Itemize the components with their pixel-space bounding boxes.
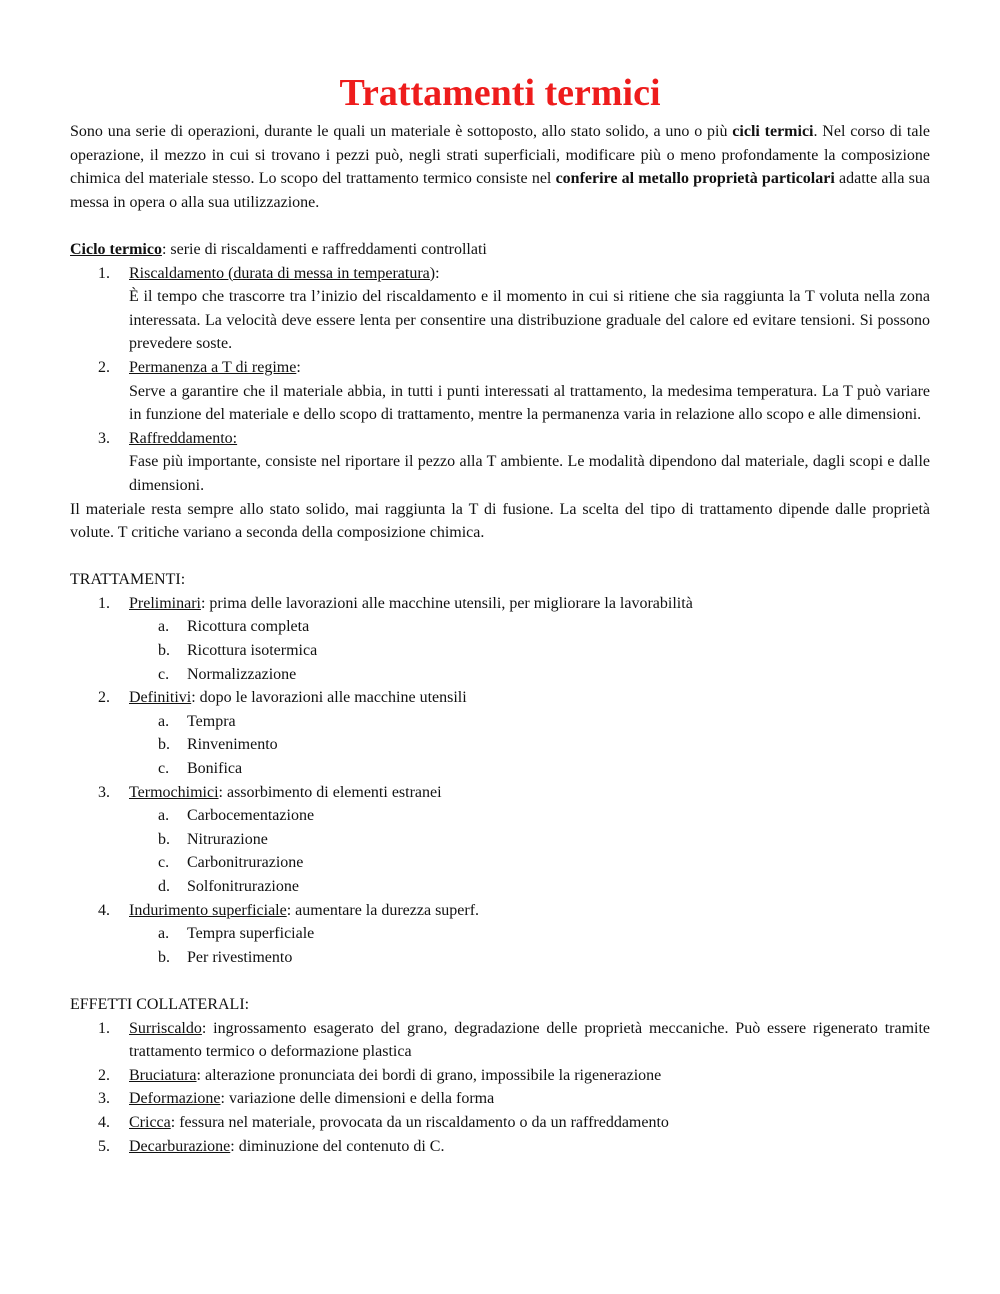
spacer	[70, 969, 930, 993]
ciclo-step	[70, 427, 930, 498]
trattamento-item	[70, 592, 930, 686]
sub-marker: a.	[158, 807, 170, 825]
list-number: 2.	[98, 1066, 110, 1084]
sub-text: Bonifica	[187, 760, 243, 778]
sub-list-item	[70, 946, 930, 970]
list-number: 3.	[98, 429, 110, 447]
step-suffix: :	[435, 264, 440, 282]
ciclo-heading-line	[70, 238, 930, 262]
ciclo-step	[70, 262, 930, 356]
sub-list-item	[70, 615, 930, 639]
sub-text: Ricottura isotermica	[187, 642, 318, 660]
step-description: È il tempo che trascorre tra l’inizio del riscaldamento e il momento in cui si ritiene che sia raggiunta la T voluta nella zona interessata. La velocità deve essere lenta per consentire una distribuzione graduale del calore ed evitare tensioni. Si possono prevedere soste.	[129, 288, 930, 353]
sub-list-item	[70, 922, 930, 946]
sub-text: Carbonitrurazione	[187, 854, 304, 872]
intro-text-3: adatte alla sua messa in opera o alla sua utilizzazione.	[70, 170, 931, 211]
step-title: Riscaldamento (durata di messa in temperatura)	[129, 264, 436, 282]
sub-marker: c.	[158, 854, 170, 872]
intro-text-1: Sono una serie di operazioni, durante le quali un materiale è sottoposto, allo stato solido, a uno o più	[70, 123, 733, 140]
sub-text: Tempra superficiale	[187, 925, 315, 943]
effetto-item	[70, 1135, 930, 1159]
intro-bold-2: conferire al metallo proprietà particolari	[555, 170, 835, 188]
list-number: 1.	[98, 1019, 110, 1037]
effetto-description: : ingrossamento esagerato del grano, degradazione delle proprietà meccaniche. Può essere rigenerato tramite trattamento termico o deformazione plastica	[129, 1019, 930, 1061]
list-number: 3.	[98, 783, 110, 801]
sub-marker: a.	[158, 618, 170, 636]
effetti-list	[70, 1017, 930, 1159]
sub-text: Ricottura completa	[187, 618, 310, 636]
trattamento-item	[70, 686, 930, 780]
ciclo-steps-list	[70, 262, 930, 498]
sub-marker: b.	[158, 642, 170, 660]
effetto-title: Decarburazione	[129, 1137, 231, 1155]
trattamenti-list	[70, 592, 930, 970]
sub-text: Per rivestimento	[187, 948, 293, 966]
ciclo-heading: Ciclo termico	[70, 240, 162, 258]
list-number: 2.	[98, 358, 110, 376]
trattamento-description: : prima delle lavorazioni alle macchine utensili, per migliorare la lavorabilità	[200, 594, 693, 612]
trattamento-item	[70, 781, 930, 899]
ciclo-heading-rest: : serie di riscaldamenti e raffreddamenti controllati	[161, 240, 487, 258]
effetto-item	[70, 1111, 930, 1135]
effetto-title: Deformazione	[129, 1090, 221, 1108]
spacer	[70, 214, 930, 238]
intro-paragraph	[70, 120, 930, 214]
effetto-description: : alterazione pronunciata dei bordi di grano, impossibile la rigenerazione	[196, 1066, 662, 1084]
list-number: 4.	[98, 901, 110, 919]
document-body	[70, 66, 930, 1158]
effetti-heading: EFFETTI COLLATERALI:	[70, 995, 250, 1013]
sub-list-item	[70, 828, 930, 852]
step-description: Serve a garantire che il materiale abbia, in tutti i punti interessati al trattamento, la medesima temperatura. La T può variare in funzione del materiale e dello scopo di trattamento, mentre la permanenza varia in relazione allo scopo e alle dimensioni.	[129, 382, 930, 424]
sub-list	[129, 804, 930, 898]
sub-list-item	[70, 663, 930, 687]
sub-list-item	[70, 733, 930, 757]
trattamento-title: Indurimento superficiale	[129, 901, 287, 919]
sub-marker: d.	[158, 878, 170, 895]
trattamento-description: : assorbimento di elementi estranei	[218, 783, 442, 801]
sub-marker: b.	[158, 948, 170, 966]
list-number: 3.	[98, 1090, 110, 1108]
effetto-item	[70, 1087, 930, 1111]
trattamento-item	[70, 899, 930, 970]
list-number: 4.	[98, 1113, 110, 1131]
list-number: 1.	[98, 594, 110, 612]
step-suffix: :	[296, 358, 301, 376]
list-number: 2.	[98, 689, 110, 707]
list-number: 1.	[98, 264, 110, 282]
sub-marker: b.	[158, 736, 170, 754]
sub-marker: a.	[158, 925, 170, 943]
sub-list	[129, 922, 930, 969]
trattamento-description: : dopo le lavorazioni alle macchine utensili	[191, 689, 467, 707]
effetto-title: Cricca	[129, 1113, 171, 1131]
sub-marker: b.	[158, 830, 170, 848]
sub-list-item	[70, 851, 930, 875]
sub-marker: a.	[158, 712, 170, 730]
effetto-item	[70, 1064, 930, 1088]
effetto-description: : diminuzione del contenuto di C.	[230, 1137, 445, 1155]
sub-list-item	[70, 710, 930, 734]
intro-bold-1: cicli termici	[732, 123, 814, 140]
spacer	[70, 545, 930, 569]
page-title: Trattamenti termici	[339, 72, 661, 114]
step-title: Permanenza a T di regime	[129, 358, 297, 376]
effetto-description: : fessura nel materiale, provocata da un riscaldamento o da un raffreddamento	[170, 1113, 669, 1131]
ciclo-closing-paragraph: Il materiale resta sempre allo stato solido, mai raggiunta la T di fusione. La scelta del tipo di trattamento dipende dalle proprietà volute. T critiche variano a seconda della composizione chimica.	[70, 500, 930, 542]
ciclo-step	[70, 356, 930, 427]
effetto-title: Surriscaldo	[129, 1019, 202, 1037]
sub-text: Normalizzazione	[187, 665, 297, 683]
effetto-item	[70, 1017, 930, 1064]
intro-text-2: . Nel corso di tale operazione, il mezzo in cui si trovano i pezzi può, negli strati superficiali, modificare più o meno profondamente la composizione chimica del materiale stesso. Lo scopo del trattamento termico consiste nel	[70, 123, 931, 188]
step-title: Raffreddamento:	[129, 429, 238, 447]
sub-list-item	[70, 757, 930, 781]
sub-list	[129, 615, 930, 686]
trattamento-title: Definitivi	[129, 689, 192, 707]
step-description: Fase più importante, consiste nel riportare il pezzo alla T ambiente. Le modalità dipendono dal materiale, dagli scopi e dalle dimensioni.	[129, 453, 930, 494]
sub-list-item	[70, 639, 930, 663]
trattamento-description: : aumentare la durezza superf.	[286, 901, 480, 919]
sub-text: Carbocementazione	[187, 807, 315, 825]
sub-marker: c.	[158, 665, 170, 683]
sub-text: Rinvenimento	[187, 736, 278, 754]
trattamento-title: Preliminari	[129, 594, 201, 612]
effetto-title: Bruciatura	[129, 1066, 197, 1084]
sub-text: Nitrurazione	[187, 830, 268, 848]
trattamento-title: Termochimici	[129, 783, 219, 801]
effetto-description: : variazione delle dimensioni e della forma	[220, 1090, 495, 1108]
list-number: 5.	[98, 1137, 110, 1155]
sub-text: Tempra	[187, 712, 236, 730]
sub-list-item	[70, 804, 930, 828]
sub-text: Solfonitrurazione	[187, 878, 299, 895]
sub-list-item	[70, 875, 930, 899]
sub-marker: c.	[158, 760, 170, 778]
sub-list	[129, 710, 930, 781]
trattamenti-heading: TRATTAMENTI:	[70, 571, 186, 589]
